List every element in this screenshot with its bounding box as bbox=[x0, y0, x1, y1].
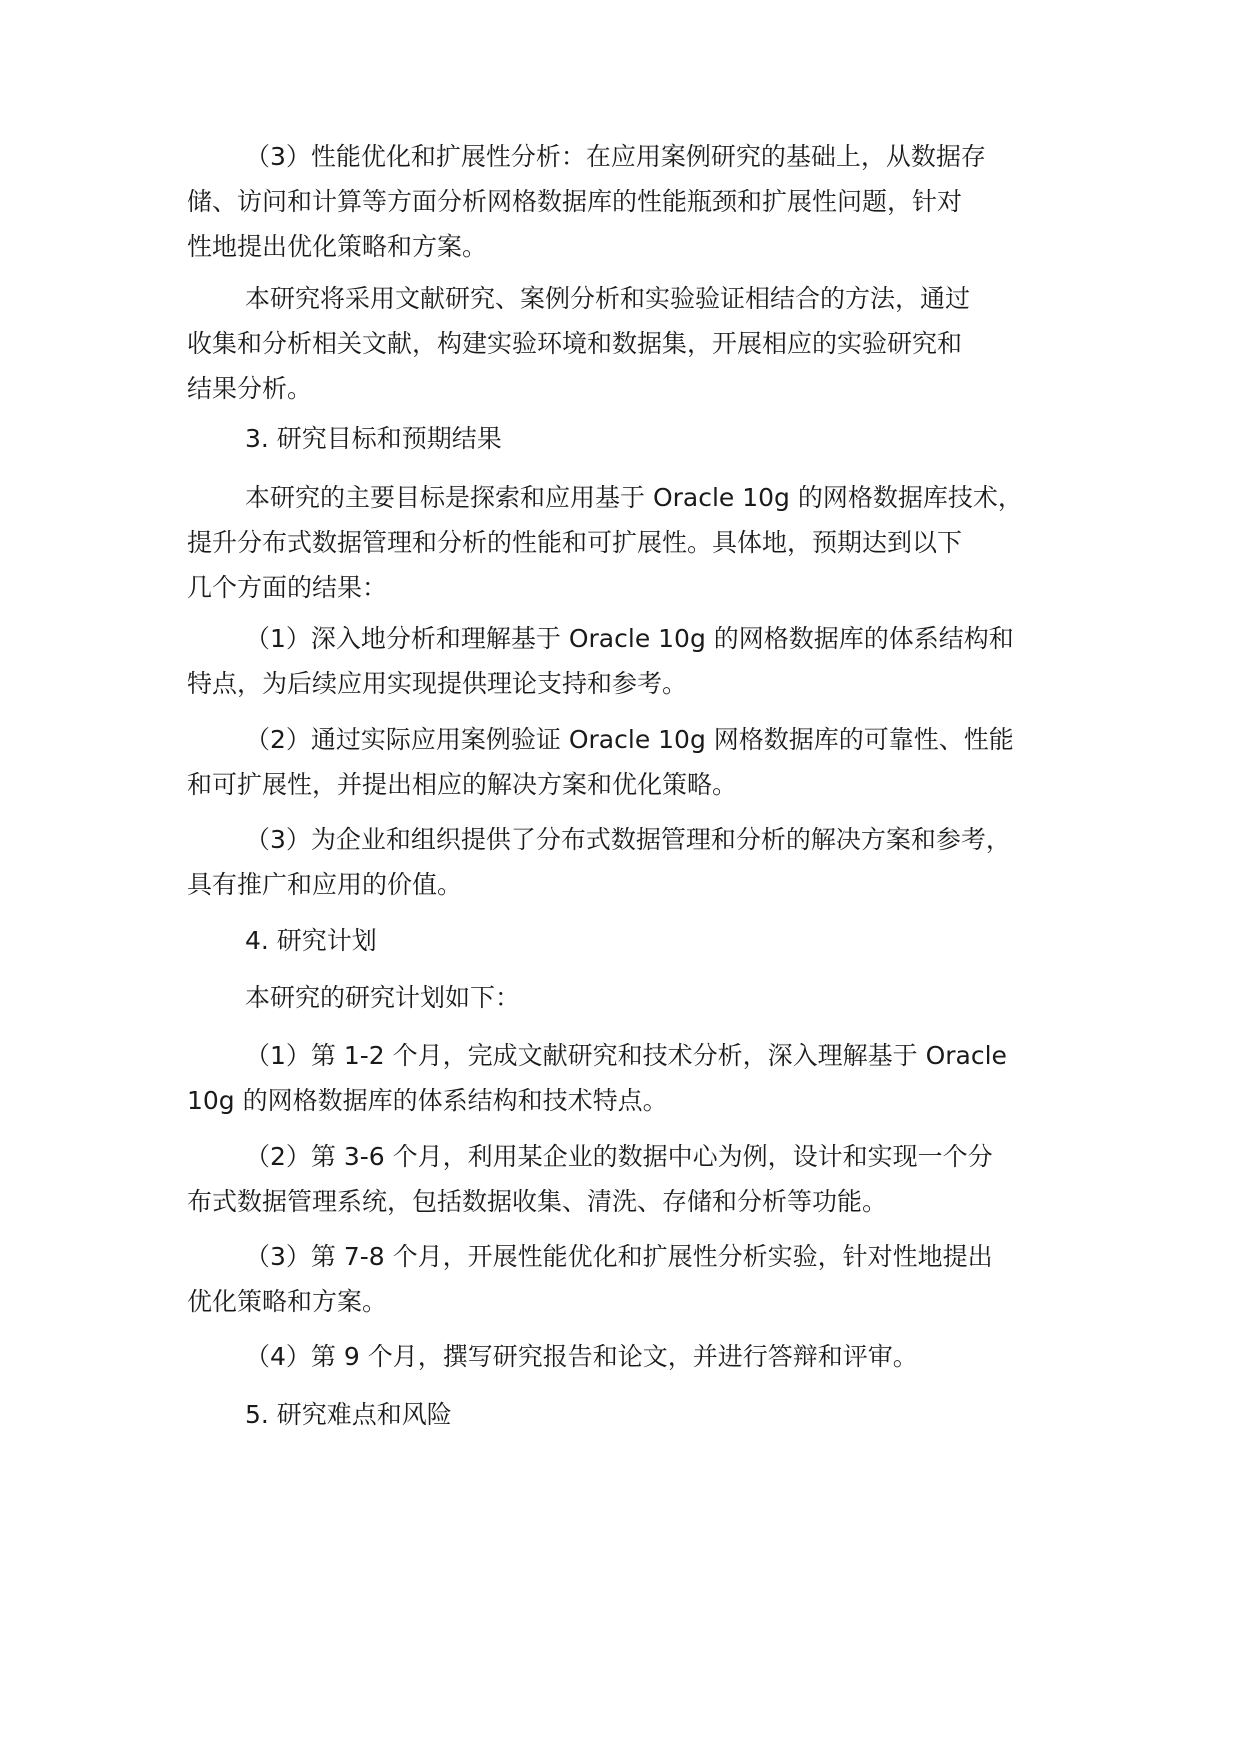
text-line: 特点，为后续应用实现提供理论支持和参考。 bbox=[187, 669, 688, 698]
text-line: （4）第 9 个月，撰写研究报告和论文，并进行答辩和评审。 bbox=[245, 1342, 918, 1371]
text-line: 具有推广和应用的价值。 bbox=[187, 870, 463, 899]
paragraph-performance-optimization bbox=[187, 134, 1087, 269]
section-heading: 4. 研究计划 bbox=[245, 926, 377, 955]
text-line: 优化策略和方案。 bbox=[187, 1287, 388, 1316]
text-line: （3）第 7-8 个月，开展性能优化和扩展性分析实验，针对性地提出 bbox=[245, 1242, 993, 1271]
text-line: 布式数据管理系统，包括数据收集、清洗、存储和分析等功能。 bbox=[187, 1187, 888, 1216]
list-item-plan-2 bbox=[187, 1134, 1087, 1224]
section-heading: 3. 研究目标和预期结果 bbox=[245, 424, 502, 453]
text-line: 本研究的主要目标是探索和应用基于 Oracle 10g 的网格数据库技术， bbox=[245, 483, 1023, 512]
paragraph-main-goal bbox=[187, 475, 1087, 610]
text-line: （1）第 1-2 个月，完成文献研究和技术分析，深入理解基于 Oracle bbox=[245, 1041, 1007, 1070]
section-heading-plan bbox=[187, 918, 1087, 963]
text-line: 10g 的网格数据库的体系结构和技术特点。 bbox=[187, 1086, 668, 1115]
list-item-result-1 bbox=[187, 616, 1087, 706]
section-heading-goals bbox=[187, 416, 1087, 461]
paragraph-plan-intro bbox=[187, 975, 1087, 1020]
text-line: （2）第 3-6 个月，利用某企业的数据中心为例，设计和实现一个分 bbox=[245, 1142, 993, 1171]
text-line: 本研究将采用文献研究、案例分析和实验验证相结合的方法，通过 bbox=[245, 284, 971, 313]
text-line: （3）为企业和组织提供了分布式数据管理和分析的解决方案和参考， bbox=[245, 825, 1011, 854]
list-item-plan-1 bbox=[187, 1033, 1087, 1123]
list-item-plan-3 bbox=[187, 1234, 1087, 1324]
paragraph-research-methods bbox=[187, 276, 1087, 411]
section-heading-risks bbox=[187, 1392, 1087, 1437]
list-item-result-2 bbox=[187, 717, 1087, 807]
text-line: 本研究的研究计划如下： bbox=[245, 983, 521, 1012]
text-line: （1）深入地分析和理解基于 Oracle 10g 的网格数据库的体系结构和 bbox=[245, 624, 1014, 653]
section-heading: 5. 研究难点和风险 bbox=[245, 1400, 452, 1429]
text-line: 收集和分析相关文献，构建实验环境和数据集，开展相应的实验研究和 bbox=[187, 329, 963, 358]
text-line: 结果分析。 bbox=[187, 374, 313, 403]
text-line: 提升分布式数据管理和分析的性能和可扩展性。具体地，预期达到以下 bbox=[187, 528, 963, 557]
text-line: 几个方面的结果： bbox=[187, 573, 388, 602]
text-line: 性地提出优化策略和方案。 bbox=[187, 232, 488, 261]
text-line: （3）性能优化和扩展性分析：在应用案例研究的基础上，从数据存 bbox=[245, 142, 986, 171]
text-line: 储、访问和计算等方面分析网格数据库的性能瓶颈和扩展性问题，针对 bbox=[187, 187, 963, 216]
text-line: （2）通过实际应用案例验证 Oracle 10g 网格数据库的可靠性、性能 bbox=[245, 725, 1014, 754]
list-item-plan-4 bbox=[187, 1334, 1087, 1379]
list-item-result-3 bbox=[187, 817, 1087, 907]
text-line: 和可扩展性，并提出相应的解决方案和优化策略。 bbox=[187, 770, 738, 799]
